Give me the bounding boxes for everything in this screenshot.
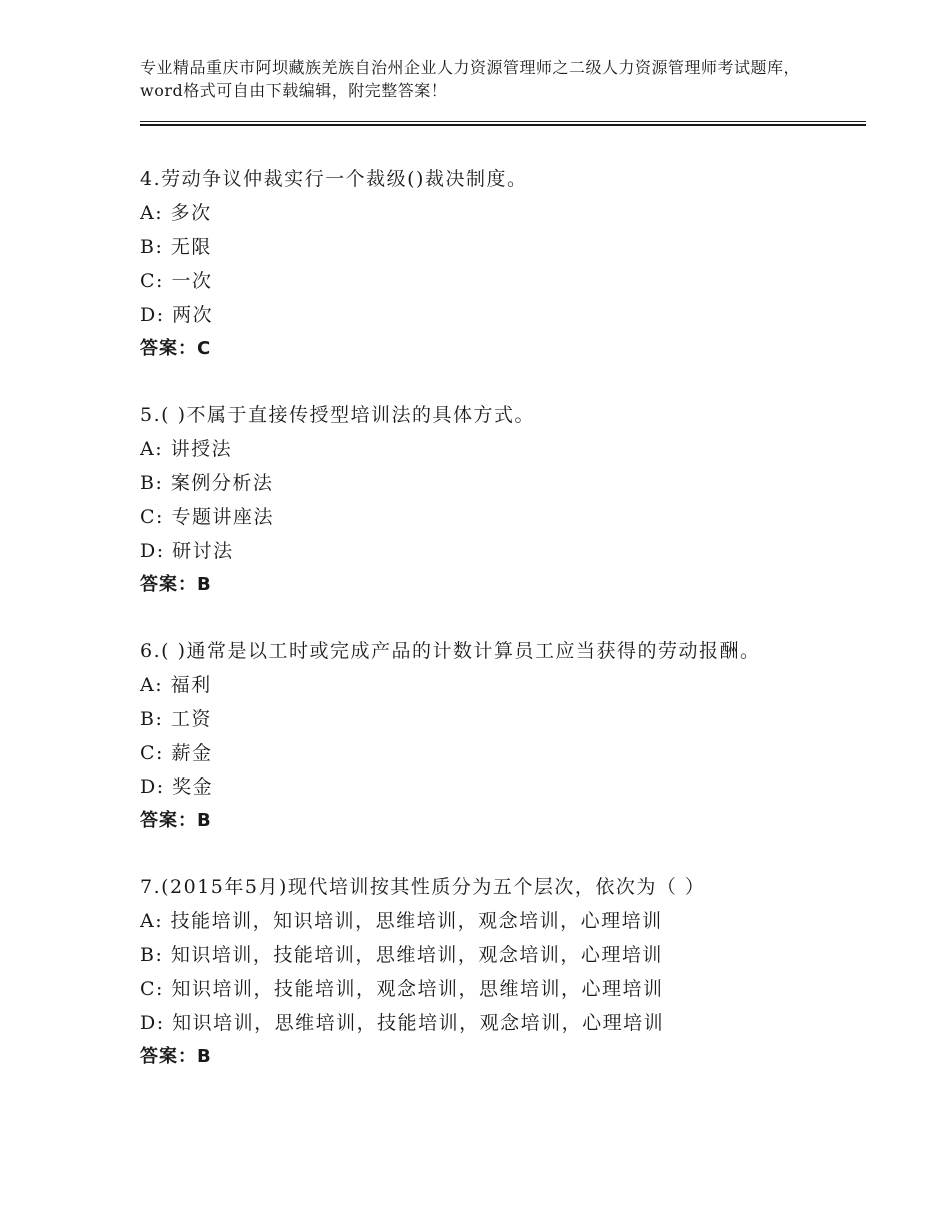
answer-label: 答案：B: [140, 1046, 212, 1067]
option-b: B: 无限: [140, 236, 212, 258]
option-d: D: 知识培训，思维培训，技能培训，观念培训，心理培训: [140, 1012, 665, 1034]
option-c: C: 一次: [140, 270, 213, 292]
option-a: A: 多次: [140, 202, 212, 224]
header-rule-thick: [140, 124, 866, 126]
option-a: A: 讲授法: [140, 438, 233, 460]
question-list: [140, 162, 860, 1106]
option-d: D: 研讨法: [140, 540, 234, 562]
answer-label: 答案：C: [140, 338, 212, 359]
option-d: D: 两次: [140, 304, 214, 326]
option-c: C: 专题讲座法: [140, 506, 274, 528]
answer-label: 答案：B: [140, 810, 212, 831]
option-d: D: 奖金: [140, 776, 214, 798]
question-stem: 5.( )不属于直接传授型培训法的具体方式。: [140, 404, 535, 426]
header-rule-thin: [140, 121, 866, 122]
question-stem: 4.劳动争议仲裁实行一个裁级()裁决制度。: [140, 168, 528, 190]
option-a: A: 福利: [140, 674, 212, 696]
option-a: A: 技能培训，知识培训，思维培训，观念培训，心理培训: [140, 910, 663, 932]
document-header: 专业精品重庆市阿坝藏族羌族自治州企业人力资源管理师之二级人力资源管理师考试题库，word格式可自由下载编辑，附完整答案！: [140, 58, 801, 100]
option-b: B: 案例分析法: [140, 472, 274, 494]
option-b: B: 知识培训，技能培训，思维培训，观念培训，心理培训: [140, 944, 663, 966]
answer-label: 答案：B: [140, 574, 212, 595]
question-stem: 6.( )通常是以工时或完成产品的计数计算员工应当获得的劳动报酬。: [140, 640, 761, 662]
question-6: [140, 634, 860, 838]
question-7: [140, 870, 860, 1074]
question-4: [140, 162, 860, 366]
option-c: C: 薪金: [140, 742, 213, 764]
question-stem: 7.(2015年5月)现代培训按其性质分为五个层次，依次为（ ）: [140, 876, 706, 898]
question-5: [140, 398, 860, 602]
option-c: C: 知识培训，技能培训，观念培训，思维培训，心理培训: [140, 978, 664, 1000]
option-b: B: 工资: [140, 708, 212, 730]
